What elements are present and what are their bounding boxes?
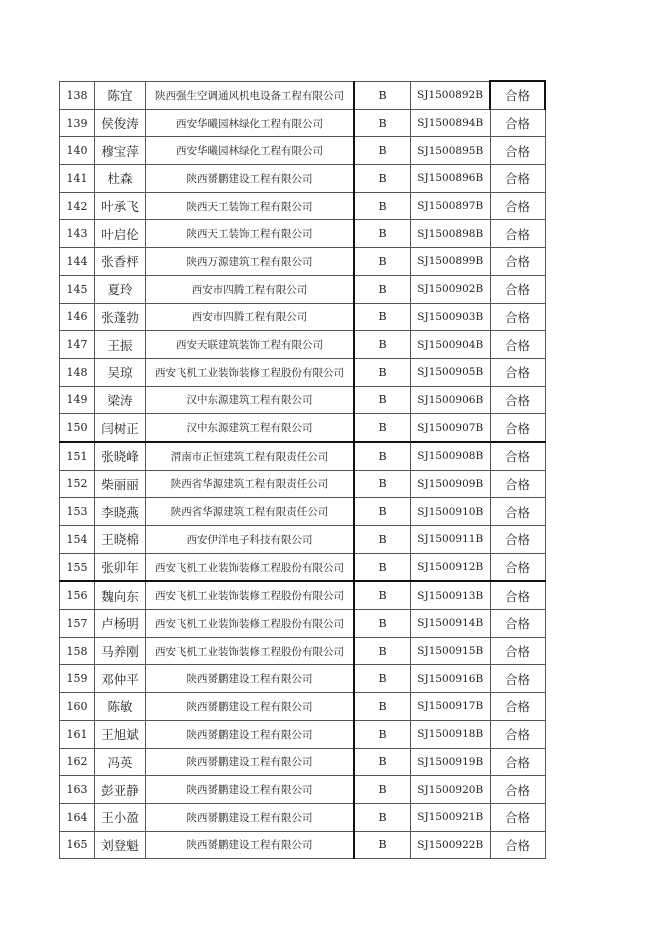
result-cell: 合格 — [490, 776, 545, 804]
row-number-cell: 164 — [60, 803, 95, 831]
company-name-cell: 西安市四腾工程有限公司 — [146, 303, 355, 331]
person-name-cell: 冯英 — [95, 748, 146, 776]
grade-cell: B — [354, 720, 411, 748]
result-cell: 合格 — [490, 109, 545, 137]
person-name-cell: 柴丽丽 — [95, 470, 146, 498]
grade-cell: B — [354, 358, 411, 386]
table-row — [60, 414, 546, 442]
result-cell: 合格 — [490, 358, 545, 386]
result-cell: 合格 — [490, 610, 545, 638]
row-number-cell: 142 — [60, 192, 95, 220]
table-row — [60, 610, 546, 638]
person-name-cell: 杜森 — [95, 165, 146, 193]
grade-cell: B — [354, 831, 411, 859]
person-name-cell: 王振 — [95, 331, 146, 359]
row-number-cell: 154 — [60, 526, 95, 554]
table-row — [60, 386, 546, 414]
row-number-cell: 139 — [60, 109, 95, 137]
grade-cell: B — [354, 553, 411, 581]
result-cell: 合格 — [490, 693, 545, 721]
result-cell: 合格 — [490, 386, 545, 414]
company-name-cell: 西安天联建筑装饰工程有限公司 — [146, 331, 355, 359]
certificate-number-cell: SJ1500919B — [411, 748, 491, 776]
result-cell: 合格 — [490, 803, 545, 831]
table-row — [60, 303, 546, 331]
grade-cell: B — [354, 248, 411, 276]
certificate-number-cell: SJ1500899B — [411, 248, 491, 276]
row-number-cell: 148 — [60, 358, 95, 386]
person-name-cell: 张晓峰 — [95, 442, 146, 470]
person-name-cell: 马养刚 — [95, 637, 146, 665]
company-name-cell: 西安华曦园林绿化工程有限公司 — [146, 137, 355, 165]
grade-cell: B — [354, 275, 411, 303]
company-name-cell: 陕西赟鹏建设工程有限公司 — [146, 776, 355, 804]
certificate-number-cell: SJ1500910B — [411, 498, 491, 526]
row-number-cell: 145 — [60, 275, 95, 303]
person-name-cell: 王旭斌 — [95, 720, 146, 748]
company-name-cell: 西安飞机工业装饰装修工程股份有限公司 — [146, 581, 355, 609]
result-cell: 合格 — [490, 137, 545, 165]
table-row — [60, 220, 546, 248]
person-name-cell: 卢杨明 — [95, 610, 146, 638]
row-number-cell: 159 — [60, 665, 95, 693]
table-row — [60, 137, 546, 165]
result-cell: 合格 — [490, 637, 545, 665]
company-name-cell: 陕西赟鹏建设工程有限公司 — [146, 831, 355, 859]
results-table-body — [60, 81, 546, 859]
result-cell: 合格 — [490, 581, 545, 609]
table-row — [60, 248, 546, 276]
table-row — [60, 776, 546, 804]
certificate-number-cell: SJ1500906B — [411, 386, 491, 414]
result-cell: 合格 — [490, 665, 545, 693]
person-name-cell: 张蓬勃 — [95, 303, 146, 331]
certificate-number-cell: SJ1500920B — [411, 776, 491, 804]
certificate-number-cell: SJ1500921B — [411, 803, 491, 831]
certificate-number-cell: SJ1500912B — [411, 553, 491, 581]
result-cell: 合格 — [490, 720, 545, 748]
result-cell: 合格 — [490, 831, 545, 859]
results-table — [59, 80, 546, 859]
result-cell: 合格 — [490, 748, 545, 776]
company-name-cell: 陕西赟鹏建设工程有限公司 — [146, 165, 355, 193]
grade-cell: B — [354, 137, 411, 165]
company-name-cell: 西安飞机工业装饰装修工程股份有限公司 — [146, 553, 355, 581]
table-row — [60, 553, 546, 581]
certificate-number-cell: SJ1500896B — [411, 165, 491, 193]
row-number-cell: 157 — [60, 610, 95, 638]
company-name-cell: 西安华曦园林绿化工程有限公司 — [146, 109, 355, 137]
row-number-cell: 152 — [60, 470, 95, 498]
certificate-number-cell: SJ1500892B — [411, 81, 491, 109]
grade-cell: B — [354, 470, 411, 498]
table-row — [60, 81, 546, 109]
certificate-number-cell: SJ1500904B — [411, 331, 491, 359]
row-number-cell: 156 — [60, 581, 95, 609]
grade-cell: B — [354, 109, 411, 137]
grade-cell: B — [354, 192, 411, 220]
table-row — [60, 720, 546, 748]
certificate-number-cell: SJ1500903B — [411, 303, 491, 331]
table-row — [60, 358, 546, 386]
result-cell: 合格 — [490, 81, 545, 109]
grade-cell: B — [354, 303, 411, 331]
company-name-cell: 西安飞机工业装饰装修工程股份有限公司 — [146, 637, 355, 665]
row-number-cell: 158 — [60, 637, 95, 665]
result-cell: 合格 — [490, 498, 545, 526]
certificate-number-cell: SJ1500898B — [411, 220, 491, 248]
row-number-cell: 143 — [60, 220, 95, 248]
company-name-cell: 陕西万源建筑工程有限公司 — [146, 248, 355, 276]
grade-cell: B — [354, 442, 411, 470]
table-row — [60, 442, 546, 470]
certificate-number-cell: SJ1500907B — [411, 414, 491, 442]
table-row — [60, 498, 546, 526]
result-cell: 合格 — [490, 275, 545, 303]
company-name-cell: 陕西省华源建筑工程有限责任公司 — [146, 498, 355, 526]
company-name-cell: 陕西强生空调通风机电设备工程有限公司 — [146, 81, 355, 109]
grade-cell: B — [354, 803, 411, 831]
grade-cell: B — [354, 498, 411, 526]
row-number-cell: 153 — [60, 498, 95, 526]
table-row — [60, 331, 546, 359]
table-row — [60, 526, 546, 554]
row-number-cell: 144 — [60, 248, 95, 276]
person-name-cell: 魏向东 — [95, 581, 146, 609]
company-name-cell: 陕西天工装饰工程有限公司 — [146, 220, 355, 248]
company-name-cell: 渭南市正恒建筑工程有限责任公司 — [146, 442, 355, 470]
person-name-cell: 邓仲平 — [95, 665, 146, 693]
table-row — [60, 275, 546, 303]
certificate-number-cell: SJ1500916B — [411, 665, 491, 693]
table-row — [60, 803, 546, 831]
result-cell: 合格 — [490, 220, 545, 248]
certificate-number-cell: SJ1500895B — [411, 137, 491, 165]
row-number-cell: 149 — [60, 386, 95, 414]
row-number-cell: 160 — [60, 693, 95, 721]
row-number-cell: 138 — [60, 81, 95, 109]
grade-cell: B — [354, 165, 411, 193]
table-row — [60, 693, 546, 721]
person-name-cell: 陈宜 — [95, 81, 146, 109]
table-row — [60, 748, 546, 776]
row-number-cell: 146 — [60, 303, 95, 331]
grade-cell: B — [354, 331, 411, 359]
person-name-cell: 侯俊涛 — [95, 109, 146, 137]
company-name-cell: 汉中东源建筑工程有限公司 — [146, 414, 355, 442]
certificate-number-cell: SJ1500913B — [411, 581, 491, 609]
row-number-cell: 150 — [60, 414, 95, 442]
row-number-cell: 151 — [60, 442, 95, 470]
grade-cell: B — [354, 414, 411, 442]
result-cell: 合格 — [490, 553, 545, 581]
grade-cell: B — [354, 386, 411, 414]
table-row — [60, 637, 546, 665]
certificate-number-cell: SJ1500908B — [411, 442, 491, 470]
company-name-cell: 陕西赟鹏建设工程有限公司 — [146, 665, 355, 693]
grade-cell: B — [354, 693, 411, 721]
grade-cell: B — [354, 81, 411, 109]
company-name-cell: 陕西赟鹏建设工程有限公司 — [146, 693, 355, 721]
certificate-number-cell: SJ1500894B — [411, 109, 491, 137]
person-name-cell: 夏玲 — [95, 275, 146, 303]
row-number-cell: 161 — [60, 720, 95, 748]
certificate-number-cell: SJ1500902B — [411, 275, 491, 303]
person-name-cell: 张香枰 — [95, 248, 146, 276]
grade-cell: B — [354, 526, 411, 554]
certificate-number-cell: SJ1500909B — [411, 470, 491, 498]
row-number-cell: 140 — [60, 137, 95, 165]
certificate-number-cell: SJ1500918B — [411, 720, 491, 748]
result-cell: 合格 — [490, 526, 545, 554]
grade-cell: B — [354, 748, 411, 776]
grade-cell: B — [354, 220, 411, 248]
person-name-cell: 张卯年 — [95, 553, 146, 581]
company-name-cell: 汉中东源建筑工程有限公司 — [146, 386, 355, 414]
grade-cell: B — [354, 610, 411, 638]
result-cell: 合格 — [490, 192, 545, 220]
grade-cell: B — [354, 637, 411, 665]
row-number-cell: 162 — [60, 748, 95, 776]
person-name-cell: 刘登魁 — [95, 831, 146, 859]
certificate-number-cell: SJ1500915B — [411, 637, 491, 665]
company-name-cell: 西安飞机工业装饰装修工程股份有限公司 — [146, 358, 355, 386]
company-name-cell: 西安飞机工业装饰装修工程股份有限公司 — [146, 610, 355, 638]
company-name-cell: 陕西省华源建筑工程有限责任公司 — [146, 470, 355, 498]
result-cell: 合格 — [490, 331, 545, 359]
table-row — [60, 109, 546, 137]
table-row — [60, 165, 546, 193]
person-name-cell: 王晓棉 — [95, 526, 146, 554]
person-name-cell: 叶承飞 — [95, 192, 146, 220]
result-cell: 合格 — [490, 414, 545, 442]
company-name-cell: 陕西天工装饰工程有限公司 — [146, 192, 355, 220]
result-cell: 合格 — [490, 165, 545, 193]
row-number-cell: 141 — [60, 165, 95, 193]
result-cell: 合格 — [490, 248, 545, 276]
certificate-number-cell: SJ1500917B — [411, 693, 491, 721]
row-number-cell: 165 — [60, 831, 95, 859]
table-row — [60, 581, 546, 609]
person-name-cell: 王小盈 — [95, 803, 146, 831]
certificate-number-cell: SJ1500914B — [411, 610, 491, 638]
grade-cell: B — [354, 776, 411, 804]
table-row — [60, 665, 546, 693]
result-cell: 合格 — [490, 303, 545, 331]
grade-cell: B — [354, 581, 411, 609]
person-name-cell: 陈敏 — [95, 693, 146, 721]
person-name-cell: 穆宝萍 — [95, 137, 146, 165]
table-row — [60, 192, 546, 220]
table-row — [60, 831, 546, 859]
row-number-cell: 147 — [60, 331, 95, 359]
company-name-cell: 西安伊洋电子科技有限公司 — [146, 526, 355, 554]
table-row — [60, 470, 546, 498]
company-name-cell: 西安市四腾工程有限公司 — [146, 275, 355, 303]
person-name-cell: 吴琼 — [95, 358, 146, 386]
grade-cell: B — [354, 665, 411, 693]
row-number-cell: 155 — [60, 553, 95, 581]
certificate-number-cell: SJ1500897B — [411, 192, 491, 220]
company-name-cell: 陕西赟鹏建设工程有限公司 — [146, 748, 355, 776]
company-name-cell: 陕西赟鹏建设工程有限公司 — [146, 720, 355, 748]
person-name-cell: 彭亚静 — [95, 776, 146, 804]
result-cell: 合格 — [490, 470, 545, 498]
person-name-cell: 闫树正 — [95, 414, 146, 442]
certificate-number-cell: SJ1500922B — [411, 831, 491, 859]
person-name-cell: 梁涛 — [95, 386, 146, 414]
certificate-number-cell: SJ1500905B — [411, 358, 491, 386]
result-cell: 合格 — [490, 442, 545, 470]
certificate-number-cell: SJ1500911B — [411, 526, 491, 554]
company-name-cell: 陕西赟鹏建设工程有限公司 — [146, 803, 355, 831]
person-name-cell: 李晓燕 — [95, 498, 146, 526]
row-number-cell: 163 — [60, 776, 95, 804]
person-name-cell: 叶启伦 — [95, 220, 146, 248]
